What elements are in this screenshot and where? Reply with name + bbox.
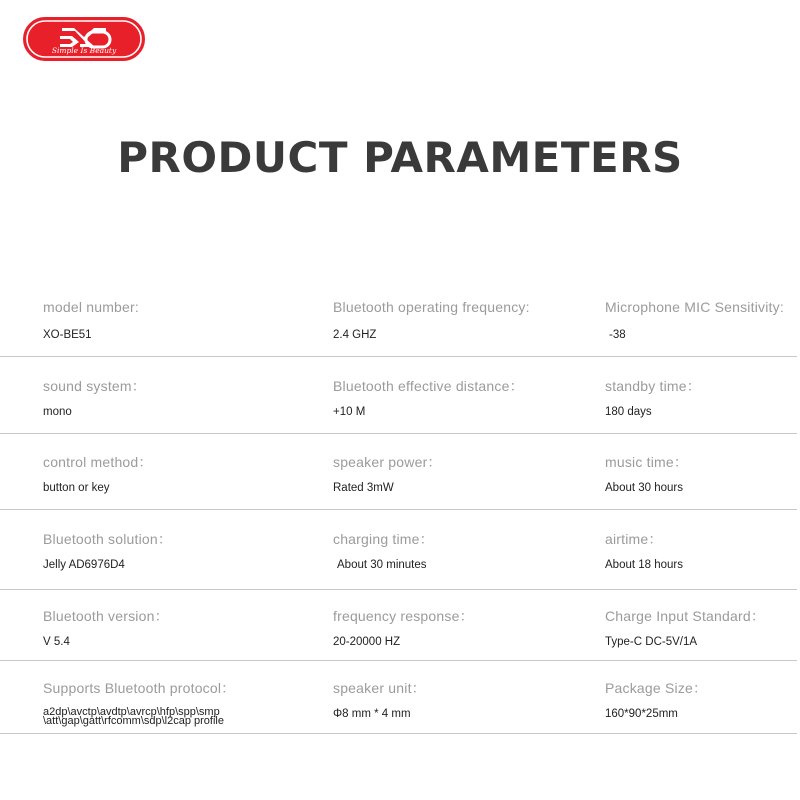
row-divider (0, 660, 797, 661)
parameter-value: -38 (609, 329, 626, 341)
parameter-value: 2.4 GHZ (333, 329, 377, 341)
parameter-value: Rated 3mW (333, 482, 394, 494)
parameter-label: Bluetooth version： (43, 608, 169, 624)
row-divider (0, 509, 797, 510)
row-divider (0, 356, 797, 357)
parameter-value: V 5.4 (43, 636, 70, 648)
parameter-value: 180 days (605, 406, 652, 418)
row-divider (0, 433, 797, 434)
parameter-value: XO-BE51 (43, 329, 92, 341)
parameter-value: a2dp\avctp\avdtp\avrcp\hfp\spp\smp \att\gap\gatt\rfcomm\sdp\l2cap profile (43, 706, 224, 727)
parameter-label: control method： (43, 454, 153, 470)
parameter-value: Φ8 mm * 4 mm (333, 708, 411, 720)
parameter-value: button or key (43, 482, 110, 494)
parameter-label: Bluetooth effective distance： (333, 378, 524, 394)
parameter-value: 160*90*25mm (605, 708, 678, 720)
parameter-label: charging time： (333, 531, 434, 547)
parameter-label: model number: (43, 299, 139, 315)
parameter-value: 20-20000 HZ (333, 636, 401, 648)
row-divider (0, 589, 797, 590)
page-title: PRODUCT PARAMETERS (117, 133, 683, 182)
parameter-label: airtime： (605, 531, 663, 547)
logo-tagline: Simple Is Beauty (51, 46, 117, 55)
xo-logo (22, 16, 146, 62)
parameter-label: Bluetooth solution： (43, 531, 173, 547)
parameter-label: speaker unit： (333, 680, 426, 696)
parameter-value: +10 M (333, 406, 366, 418)
parameter-label: Bluetooth operating frequency: (333, 299, 530, 315)
parameter-value: Type-C DC-5V/1A (605, 636, 698, 648)
parameter-label: music time： (605, 454, 689, 470)
parameter-label: frequency response： (333, 608, 474, 624)
parameter-label: sound system： (43, 378, 146, 394)
parameter-label: speaker power： (333, 454, 442, 470)
parameter-label: Supports Bluetooth protocol： (43, 680, 236, 696)
row-divider (0, 733, 797, 734)
parameter-value: mono (43, 406, 72, 418)
xo-logo-graphic (22, 16, 146, 62)
parameter-label: standby time： (605, 378, 701, 394)
parameter-label: Microphone MIC Sensitivity: (605, 299, 784, 315)
parameter-label: Package Size： (605, 680, 708, 696)
parameter-value: About 30 minutes (337, 559, 427, 571)
parameter-value: About 30 hours (605, 482, 684, 494)
parameter-value: Jelly AD6976D4 (43, 559, 125, 571)
parameter-label: Charge Input Standard： (605, 608, 766, 624)
parameter-value: About 18 hours (605, 559, 684, 571)
